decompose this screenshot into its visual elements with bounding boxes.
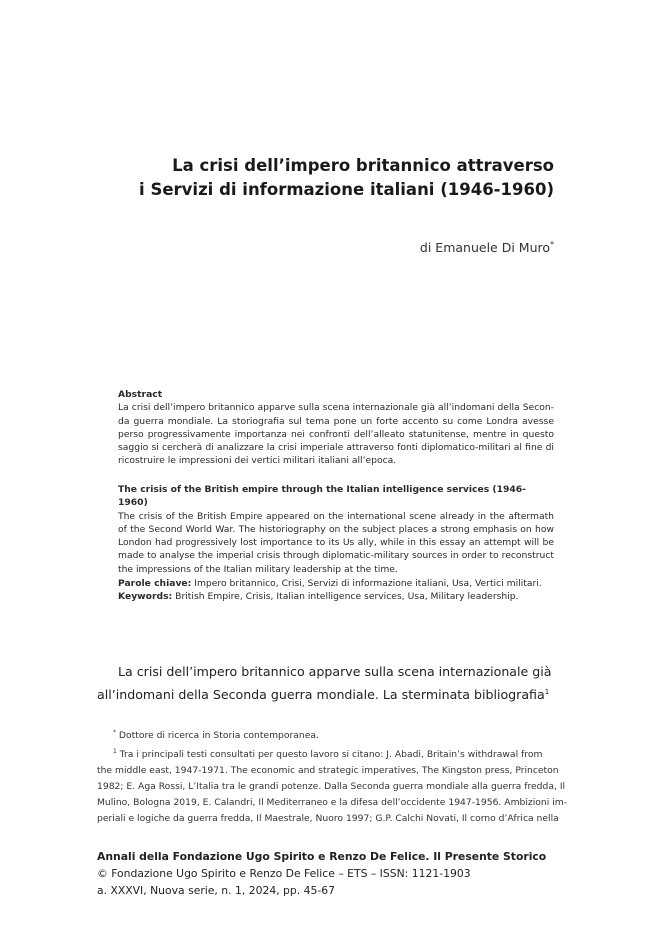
footnote-1-mark: 1 [113,748,117,756]
footnote-1-line: periali e logiche da guerra fredda, Il Maestrale, Nuoro 1997; G.P. Calchi Novati, Il corno d’Africa nella [97,813,559,825]
keywords-block [118,577,554,604]
footnote-1-line: Mulino, Bologna 2019, E. Calandri, Il Mediterraneo e la difesa dell’occidente 1947-1956. Ambizioni im- [97,797,568,809]
abstract-en-line: of the Second World War. The historiography on the subject places a strong emphasis on how [118,523,554,535]
footnotes [97,725,568,827]
footnote-1-line: the middle east, 1947-1971. The economic and strategic imperatives, The Kingston press, Princeton [97,765,559,777]
keywords-english-text: British Empire, Crisis, Italian intelligence services, Usa, Military leadership. [172,591,519,603]
article-title-line-2: i Servizi di informazione italiani (1946-1960) [139,180,554,199]
abstract-italian [118,388,554,468]
abstract-en-line: The crisis of the British Empire appeared on the international scene already in the aftermath [118,510,554,522]
footnote-star-text: Dottore di ricerca in Storia contemporanea. [116,730,319,742]
footnote-1-line: 1982; E. Aga Rossi, L’Italia tra le grandi potenze. Dalla Seconda guerra mondiale alla guerra fredda, Il [97,781,566,793]
article-title [80,154,554,202]
body-line-2 [97,682,554,705]
body-line-1: La crisi dell’impero britannico apparve sulla scena internazionale già [118,664,552,679]
footnote-star-mark: * [113,729,116,736]
keywords-english [118,590,554,603]
abstract-en-line: made to analyse the imperial crisis through diplomatic-military sources in order to reconstruct [118,550,554,562]
copyright-line: © Fondazione Ugo Spirito e Renzo De Felice – ETS – ISSN: 1121-1903 [97,867,471,880]
keywords-english-label: Keywords: [118,591,173,603]
footnote-star [97,725,554,744]
abstract-it-line: saggio si cercherà di analizzare la crisi imperiale attraverso fonti diplomatico-militari al fine di [118,442,554,454]
journal-name: Annali della Fondazione Ugo Spirito e Renzo De Felice. Il Presente Storico [97,850,547,863]
abstract-it-line: perso progressivamente importanza nei confronti dell’alleato statunitense, mentre in questo [118,428,554,440]
footnote-ref-1[interactable]: 1 [544,688,550,696]
abstract-it-line: ricostruire le impressioni dei vertici militari italiani all’epoca. [118,455,397,467]
body-line-2-text: all’indomani della Seconda guerra mondiale. La sterminata bibliografia [97,687,545,703]
issue-info: a. XXXVI, Nuova serie, n. 1, 2024, pp. 45-67 [97,884,336,897]
footnote-1-text: Tra i principali testi consultati per questo lavoro si citano: J. Abadi, Britain’s withdrawal from [116,749,543,761]
keywords-italian [118,577,554,590]
abstract-it-line: da guerra mondiale. La storiografia sul tema pone un forte accento su come Londra avesse [118,415,554,427]
abstract-heading: Abstract [118,389,163,400]
author-name: di Emanuele Di Muro [419,240,550,256]
author-byline [300,240,554,255]
abstract-en-line: the impressions of the Italian military leadership at the time. [118,563,398,575]
article-title-line-1: La crisi dell’impero britannico attraverso [172,156,554,175]
abstract-english-heading: The crisis of the British empire through the Italian intelligence services (1946-1960) [118,484,526,509]
abstract-en-line: London had progressively lost importance to its Us ally, while in this essay an attempt will be [118,537,554,549]
footnote-1-line [97,744,554,763]
author-footnote-mark: * [550,240,554,249]
abstract-english [118,483,554,576]
abstract-it-line: La crisi dell’impero britannico apparve sulla scena internazionale già all’indomani della Secon- [118,402,554,414]
body-paragraph [97,661,554,705]
keywords-italian-text: Impero britannico, Crisi, Servizi di informazione italiani, Usa, Vertici militari. [191,578,542,589]
keywords-italian-label: Parole chiave: [118,578,192,589]
publication-footer [97,848,546,899]
